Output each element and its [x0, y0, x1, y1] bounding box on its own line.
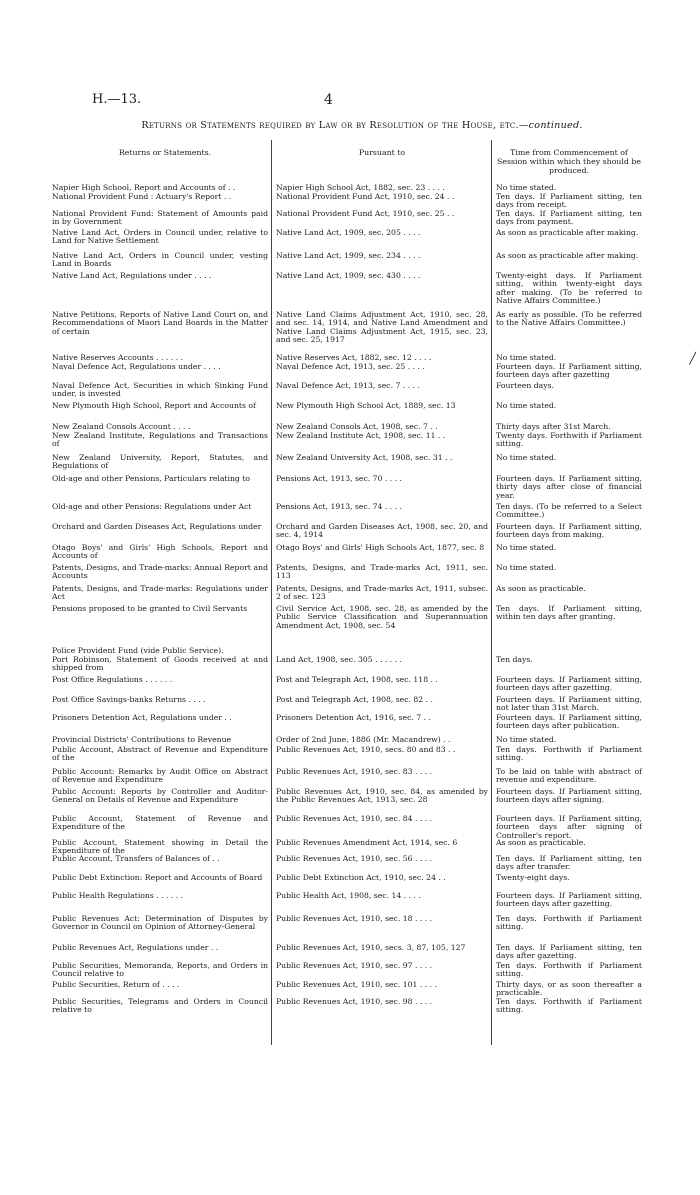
table-cell-c3: No time stated. [496, 453, 557, 462]
table-cell-c1: Naval Defence Act, Regulations under . . . . [52, 362, 221, 371]
table-cell-c1: Public Revenues Act: Determination of Disputes by Governor in Council on Opinion of Attorney-General [52, 914, 268, 932]
table-cell-c2: Public Revenues Act, 1910, sec. 83 . . . . [276, 767, 433, 776]
table-cell-c3: Fourteen days. If Parliament sitting, not later than 31st March. [496, 695, 642, 713]
table-cell-c3: As soon as practicable after making. [496, 228, 639, 237]
table-cell-c3: Twenty-eight days. If Parliament sitting, within twenty-eight days after making. (To be referred to Native Affairs Committee.) [496, 271, 642, 306]
table-cell-c3: Fourteen days. If Parliament sitting, fourteen days after gazetting. [496, 891, 642, 909]
table-cell-c1: Port Robinson, Statement of Goods received at and shipped from [52, 655, 268, 673]
table-cell-c3: Ten days. If Parliament sitting, ten days after transfer. [496, 854, 642, 872]
table-cell-c1: Public Account: Reports by Controller and Auditor-General on Details of Revenue and Expenditure [52, 787, 268, 805]
table-cell-c3: Fourteen days. If Parliament sitting, fourteen days from making. [496, 522, 642, 540]
table-cell-c1: Public Revenues Act, Regulations under . . [52, 943, 219, 952]
table-cell-c1: Native Reserves Accounts . . . . . . [52, 353, 184, 362]
table-cell-c2: Prisoners Detention Act, 1916, sec. 7 . . [276, 713, 431, 722]
table-cell-c1: Naval Defence Act, Securities in which Sinking Fund under, is invested [52, 381, 268, 399]
table-cell-c2: Naval Defence Act, 1913, sec. 25 . . . . [276, 362, 425, 371]
table-cell-c3: Twenty-eight days. [496, 873, 570, 882]
table-cell-c3: Ten days. (To be referred to a Select Committee.) [496, 502, 642, 520]
table-cell-c2: Orchard and Garden Diseases Act, 1908, sec. 20, and sec. 4, 1914 [276, 522, 488, 540]
table-cell-c3: As soon as practicable. [496, 838, 586, 847]
margin-mark: ╱ [689, 352, 696, 365]
table-cell-c2: Public Revenues Amendment Act, 1914, sec. 6 [276, 838, 458, 847]
table-cell-c2: Public Health Act, 1908, sec. 14 . . . . [276, 891, 421, 900]
table-cell-c2: Public Revenues Act, 1910, sec. 56 . . . . [276, 854, 433, 863]
table-cell-c1: Public Account, Statement of Revenue and Expenditure of the [52, 814, 268, 832]
table-cell-c1: Patents, Designs, and Trade-marks: Regulations under Act [52, 584, 268, 602]
table-cell-c1: Pensions proposed to be granted to Civil Servants [52, 604, 248, 613]
table-cell-c1: New Zealand Consols Account . . . . [52, 422, 191, 431]
table-cell-c1: Public Health Regulations . . . . . . [52, 891, 184, 900]
table-cell-c2: Post and Telegraph Act, 1908, sec. 82 . . [276, 695, 433, 704]
table-cell-c1: Old-age and other Pensions, Particulars relating to [52, 474, 250, 483]
table-cell-c1: Native Land Act, Orders in Council under, relative to Land for Native Settlement [52, 228, 268, 246]
table-cell-c2: Public Revenues Act, 1910, sec. 97 . . . . [276, 961, 433, 970]
page-number: 4 [324, 92, 333, 108]
column-header-time: Time from Commencement of Session within which they should be produced. [497, 148, 641, 175]
table-cell-c1: New Zealand University, Report, Statutes, and Regulations of [52, 453, 268, 471]
table-cell-c1: Prisoners Detention Act, Regulations under . . [52, 713, 232, 722]
table-cell-c2: Public Revenues Act, 1910, secs. 80 and 83 . . [276, 745, 456, 754]
table-cell-c3: Fourteen days. If Parliament sitting, thirty days after close of financial year. [496, 474, 642, 500]
table-cell-c2: Order of 2nd June, 1886 (Mr. Macandrew) . . [276, 735, 451, 744]
table-cell-c1: Otago Boys' and Girls' High Schools, Report and Accounts of [52, 543, 268, 561]
table-cell-c3: Fourteen days. If Parliament sitting, fourteen days after signing of Controller's report. [496, 814, 642, 840]
table-cell-c1: Orchard and Garden Diseases Act, Regulations under [52, 522, 262, 531]
table-cell-c3: Ten days. [496, 655, 533, 664]
table-cell-c3: Thirty days, or as soon thereafter a practicable. [496, 980, 642, 998]
table-cell-c1: Public Securities, Return of . . . . [52, 980, 180, 989]
table-cell-c3: Ten days. Forthwith if Parliament sitting. [496, 914, 642, 932]
table-cell-c1: Native Petitions, Reports of Native Land Court on, and Recommendations of Maori Land Boards in the Matter of certain [52, 310, 268, 336]
table-cell-c1: National Provident Fund : Actuary's Report . . [52, 192, 232, 201]
table-cell-c3: Fourteen days. If Parliament sitting, fourteen days after publication. [496, 713, 642, 731]
table-cell-c3: No time stated. [496, 735, 557, 744]
page-header [92, 92, 625, 112]
table-cell-c3: No time stated. [496, 353, 557, 362]
table-cell-c3: To be laid on table with abstract of revenue and expenditure. [496, 767, 642, 785]
table-cell-c1: Public Account: Remarks by Audit Office on Abstract of Revenue and Expenditure [52, 767, 268, 785]
table-cell-c2: Native Land Act, 1909, sec. 205 . . . . [276, 228, 421, 237]
table-cell-c3: Ten days. If Parliament sitting, ten days after gazetting. [496, 943, 642, 961]
column-header-returns: Returns or Statements. [118, 148, 212, 157]
table-cell-c3: Thirty days after 31st March. [496, 422, 611, 431]
table-cell-c3: Fourteen days. If Parliament sitting, fourteen days after signing. [496, 787, 642, 805]
table-cell-c3: Fourteen days. If Parliament sitting, fourteen days after gazetting [496, 362, 642, 380]
table-cell-c2: Napier High School Act, 1882, sec. 23 . . . . [276, 183, 445, 192]
returns-table [52, 180, 642, 1045]
table-cell-c2: Public Revenues Act, 1910, sec. 84 . . . . [276, 814, 433, 823]
table-cell-c2: Patents, Designs, and Trade-marks Act, 1911, subsec. 2 of sec. 123 [276, 584, 488, 602]
page-subtitle [92, 120, 632, 131]
table-cell-c1: Public Account, Statement showing in Detail the Expenditure of the [52, 838, 268, 856]
table-cell-c2: National Provident Fund Act, 1910, sec. 24 . . [276, 192, 455, 201]
table-cell-c2: Native Land Claims Adjustment Act, 1910, sec. 28, and sec. 14, 1914, and Native Land Amendment and Native Land Claims Adjustment Act, 1915, sec. 23, and sec. 25, 1917 [276, 310, 488, 345]
table-cell-c2: Otago Boys' and Girls' High Schools Act, 1877, sec. 8 [276, 543, 485, 552]
table-cell-c3: No time stated. [496, 543, 557, 552]
table-cell-c1: Public Securities, Memoranda, Reports, and Orders in Council relative to [52, 961, 268, 979]
table-cell-c3: Fourteen days. If Parliament sitting, fourteen days after gazetting. [496, 675, 642, 693]
table-cell-c1: Public Securities, Telegrams and Orders in Council relative to [52, 997, 268, 1015]
table-cell-c1: New Zealand Institute, Regulations and Transactions of [52, 431, 268, 449]
table-cell-c2: Public Revenues Act, 1910, sec. 98 . . . . [276, 997, 433, 1006]
table-cell-c3: Ten days. If Parliament sitting, ten days from payment. [496, 209, 642, 227]
table-cell-c1: Native Land Act, Orders in Council under, vesting Land in Boards [52, 251, 268, 269]
table-cell-c1: National Provident Fund: Statement of Amounts paid in by Government [52, 209, 268, 227]
subtitle-suffix: —continued. [518, 120, 583, 131]
table-cell-c2: Land Act, 1908, sec. 305 . . . . . . [276, 655, 402, 664]
table-cell-c2: New Zealand Consols Act, 1908, sec. 7 . . [276, 422, 438, 431]
table-cell-c3: Fourteen days. [496, 381, 554, 390]
table-cell-c1: Napier High School, Report and Accounts of . . [52, 183, 236, 192]
table-cell-c1: Post Office Regulations . . . . . . [52, 675, 173, 684]
table-cell-c1: Native Land Act, Regulations under . . . . [52, 271, 212, 280]
table-cell-c3: Ten days. If Parliament sitting, ten days from receipt. [496, 192, 642, 210]
table-cell-c1: Public Debt Extinction: Report and Accounts of Board [52, 873, 263, 882]
table-cell-c2: Post and Telegraph Act, 1908, sec. 118 . . [276, 675, 438, 684]
table-cell-c2: New Plymouth High School Act, 1889, sec. 13 [276, 401, 456, 410]
table-cell-c1: Provincial Districts' Contributions to Revenue [52, 735, 232, 744]
table-cell-c2: Native Reserves Act, 1882, sec. 12 . . . . [276, 353, 432, 362]
table-cell-c2: New Zealand Institute Act, 1908, sec. 11 . . [276, 431, 446, 440]
table-cell-c2: Native Land Act, 1909, sec. 430 . . . . [276, 271, 421, 280]
table-cell-c2: Pensions Act, 1913, sec. 70 . . . . [276, 474, 403, 483]
table-cell-c1: New Plymouth High School, Report and Accounts of [52, 401, 256, 410]
table-cell-c3: Ten days. If Parliament sitting, within ten days after granting. [496, 604, 642, 622]
table-cell-c2: Naval Defence Act, 1913, sec. 7 . . . . [276, 381, 420, 390]
table-cell-c2: Public Debt Extinction Act, 1910, sec. 24 . . [276, 873, 446, 882]
table-cell-c2: National Provident Fund Act, 1910, sec. 25 . . [276, 209, 455, 218]
table-cell-c2: Public Revenues Act, 1910, sec. 18 . . . . [276, 914, 433, 923]
table-cell-c2: Public Revenues Act, 1910, sec. 101 . . . . [276, 980, 437, 989]
table-cell-c2: New Zealand University Act, 1908, sec. 31 . . [276, 453, 453, 462]
table-cell-c3: Ten days. Forthwith if Parliament sitting. [496, 961, 642, 979]
subtitle-text: Returns or Statements required by Law or by Resolution of the House, etc. [141, 120, 519, 131]
table-cell-c3: As soon as practicable. [496, 584, 586, 593]
table-cell-c3: No time stated. [496, 183, 557, 192]
table-cell-c2: Patents, Designs, and Trade-marks Act, 1911, sec. 113 [276, 563, 488, 581]
table-cell-c2: Public Revenues Act, 1910, sec. 84, as amended by the Public Revenues Act, 1913, sec. 28 [276, 787, 488, 805]
table-cell-c2: Pensions Act, 1913, sec. 74 . . . . [276, 502, 403, 511]
table-cell-c2: Native Land Act, 1909, sec. 234 . . . . [276, 251, 421, 260]
table-cell-c3: Ten days. Forthwith if Parliament sitting. [496, 997, 642, 1015]
table-cell-c1: Post Office Savings-banks Returns . . . . [52, 695, 206, 704]
table-cell-c3: As soon as practicable after making. [496, 251, 639, 260]
table-cell-c1: Public Account, Transfers of Balances of . . [52, 854, 220, 863]
table-cell-c3: No time stated. [496, 401, 557, 410]
table-cell-c3: No time stated. [496, 563, 557, 572]
column-header-pursuant: Pursuant to [358, 148, 406, 157]
table-cell-c2: Public Revenues Act, 1910, secs. 3, 87, 105, 127 [276, 943, 466, 952]
table-cell-c1: Old-age and other Pensions: Regulations under Act [52, 502, 252, 511]
table-cell-c3: As early as possible. (To be referred to the Native Affairs Committee.) [496, 310, 642, 328]
table-cell-c1: Police Provident Fund (vide Public Service). [52, 646, 224, 655]
table-cell-c2: Civil Service Act, 1908, sec. 28, as amended by the Public Service Classification and Superannuation Amendment Act, 1908, sec. 54 [276, 604, 488, 630]
document-reference: H.—13. [92, 92, 142, 107]
table-cell-c1: Patents, Designs, and Trade-marks: Annual Report and Accounts [52, 563, 268, 581]
table-cell-c3: Ten days. Forthwith if Parliament sitting. [496, 745, 642, 763]
table-cell-c3: Twenty days. Forthwith if Parliament sitting. [496, 431, 642, 449]
table-cell-c1: Public Account, Abstract of Revenue and Expenditure of the [52, 745, 268, 763]
